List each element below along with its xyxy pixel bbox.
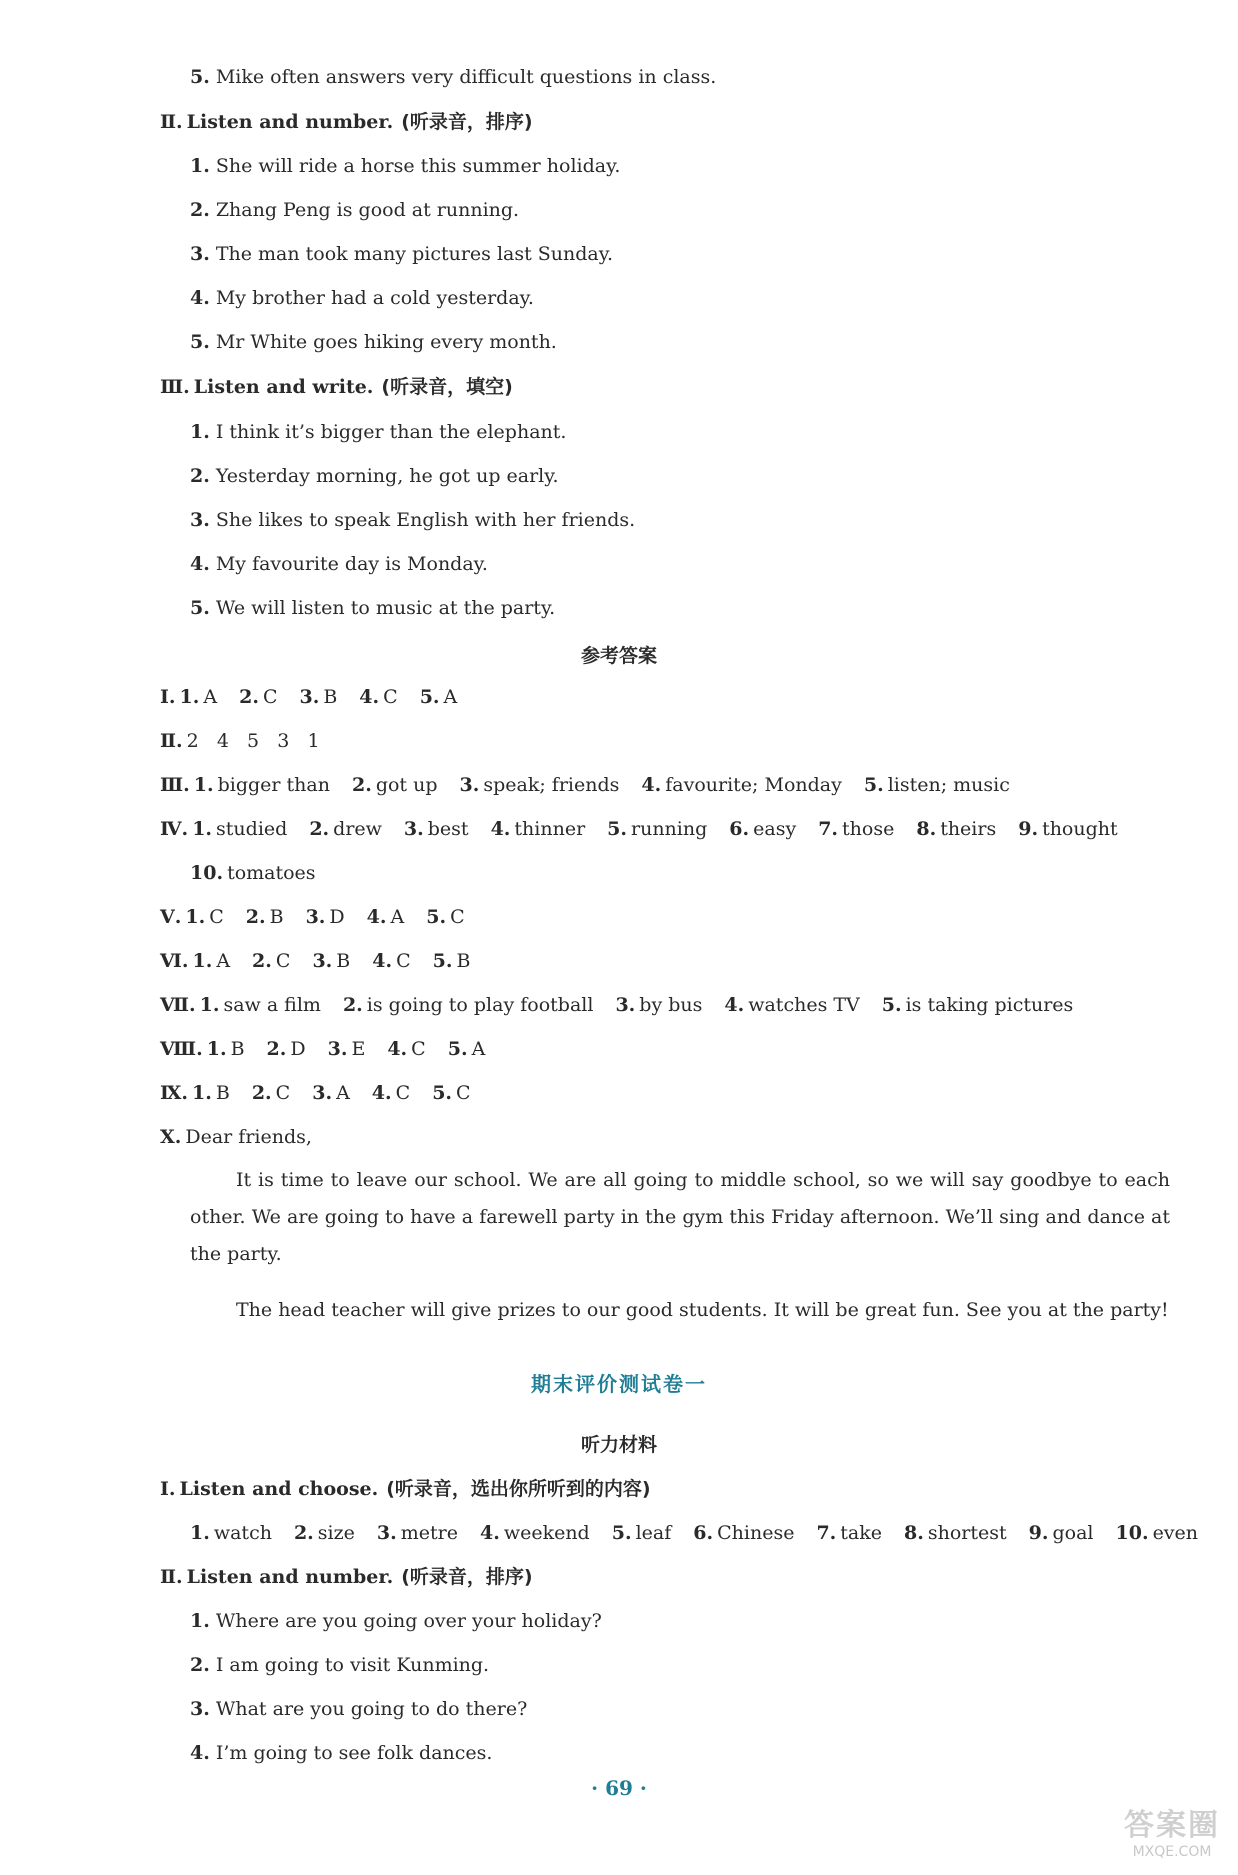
answer-number: 2. [266, 1038, 287, 1060]
answer-value: C [450, 906, 465, 928]
line-text: I think it’s bigger than the elephant. [215, 421, 567, 443]
letter-greeting: Dear friends, [185, 1126, 312, 1148]
answer-item [190, 1522, 272, 1544]
answer-item [192, 818, 287, 840]
answer-item [387, 1038, 425, 1060]
answer-item [612, 1522, 672, 1544]
line-number: 2. [190, 465, 210, 487]
answer-value: favourite; Monday [665, 774, 842, 796]
answer-row [160, 817, 1140, 841]
line-text: We will listen to music at the party. [215, 597, 556, 619]
answer-number: 3. [305, 906, 326, 928]
answer-item [1116, 1522, 1199, 1544]
line-text: Mike often answers very difficult questions in class. [215, 66, 717, 88]
answer-number: 5. [607, 818, 627, 840]
answer-number: 1. [192, 950, 213, 972]
answer-number: 6. [729, 818, 750, 840]
answer-number: 9. [1028, 1522, 1049, 1544]
answer-item [328, 1038, 366, 1060]
answer-number: 4. [387, 1038, 408, 1060]
section-heading [160, 1565, 533, 1589]
answer-row-continuation [190, 861, 338, 885]
answer-value: bigger than [217, 774, 330, 796]
answer-number: 5. [419, 686, 440, 708]
answer-number: 5. [432, 950, 453, 972]
answer-number: 8. [916, 818, 937, 840]
answer-value: C [383, 686, 398, 708]
listening-line [190, 242, 613, 266]
line-number: 5. [190, 66, 210, 88]
answer-value: watches TV [748, 994, 860, 1016]
answer-value: B [230, 1038, 245, 1060]
line-number: 3. [190, 243, 210, 265]
answer-number: 1. [192, 818, 213, 840]
answer-number: 2. [252, 950, 272, 972]
answer-number: 2. [251, 1082, 272, 1104]
listening-line [190, 1609, 602, 1633]
line-number: 5. [190, 331, 210, 353]
watermark-logo [1108, 1808, 1236, 1870]
answer-value: C [456, 1082, 471, 1104]
roman-numeral: Ⅲ. [160, 774, 190, 796]
line-number: 5. [190, 597, 210, 619]
roman-numeral: Ⅳ. [160, 818, 189, 840]
answer-value: A [216, 950, 231, 972]
answer-value: goal [1052, 1522, 1094, 1544]
line-number: 2. [190, 1654, 210, 1676]
listening-line [190, 508, 635, 532]
test-title: 期末评价测试卷一 [531, 1372, 707, 1396]
listening-line [190, 596, 555, 620]
line-text: My brother had a cold yesterday. [215, 287, 534, 309]
answer-value: is taking pictures [905, 994, 1074, 1016]
answer-number: 1. [199, 994, 220, 1016]
heading-chinese: (听录音，排序) [401, 111, 533, 133]
answer-item [372, 950, 410, 972]
heading-chinese: (听录音，填空) [381, 376, 513, 398]
heading-english: Listen and choose. [179, 1478, 379, 1500]
answer-item [432, 1082, 470, 1104]
answer-item [433, 950, 471, 972]
answer-number: 3. [312, 950, 333, 972]
answer-number: 3. [327, 1038, 348, 1060]
answer-number: 9. [1018, 818, 1039, 840]
answer-number: 10. [190, 862, 224, 884]
answer-number: 4. [366, 906, 387, 928]
answer-value: C [209, 906, 224, 928]
heading-chinese: (听录音，排序) [401, 1566, 533, 1588]
answer-row [160, 685, 479, 709]
answer-item [816, 1522, 882, 1544]
line-text: Mr White goes hiking every month. [215, 331, 557, 353]
answer-value: C [275, 1082, 291, 1104]
answer-item [352, 774, 438, 796]
answer-item [491, 818, 586, 840]
answer-number: 4. [372, 950, 393, 972]
answer-value: C [262, 686, 278, 708]
answer-number: 10. [1115, 1522, 1149, 1544]
answer-item [239, 686, 277, 708]
answer-item [916, 818, 996, 840]
page-number: · 69 · [591, 1776, 647, 1800]
answer-value: D [290, 1038, 306, 1060]
answer-number: 4. [479, 1522, 500, 1544]
answer-value: C [275, 950, 291, 972]
answer-value: listen; music [887, 774, 1010, 796]
answer-value: B [269, 906, 284, 928]
answer-number: 8. [904, 1522, 924, 1544]
answer-value: A [443, 686, 458, 708]
answer-item [190, 862, 316, 884]
answer-row [160, 1125, 312, 1149]
roman-numeral: Ⅷ. [160, 1038, 203, 1060]
answer-number: 2. [293, 1522, 314, 1544]
answer-number: 7. [818, 818, 839, 840]
answer-value: easy [753, 818, 797, 840]
answer-value: tomatoes [227, 862, 316, 884]
answer-row [160, 729, 320, 753]
answer-number: 3. [376, 1522, 397, 1544]
roman-numeral: Ⅴ. [160, 906, 182, 928]
word-list [190, 1521, 1220, 1545]
answer-item [309, 818, 382, 840]
roman-numeral: Ⅰ. [160, 686, 176, 708]
answer-value: A [203, 686, 218, 708]
answer-value: weekend [503, 1522, 590, 1544]
answer-number: 4. [490, 818, 511, 840]
heading-english: Listen and number. [186, 111, 394, 133]
line-text: She will ride a horse this summer holiday. [215, 155, 621, 177]
answer-value: studied [216, 818, 288, 840]
answer-number: 2. [309, 818, 330, 840]
answer-number: 3. [299, 686, 320, 708]
letter-paragraph: The head teacher will give prizes to our good students. It will be great fun. See you at the party! [236, 1299, 1169, 1321]
answer-value: metre [400, 1522, 458, 1544]
answer-number: 3. [403, 818, 424, 840]
answer-row [160, 1081, 493, 1105]
answer-value: shortest [927, 1522, 1007, 1544]
roman-numeral: Ⅰ. [160, 1478, 176, 1500]
line-text: Yesterday morning, he got up early. [215, 465, 559, 487]
answer-item [864, 774, 1010, 796]
answer-item [882, 994, 1074, 1016]
listening-line [190, 154, 620, 178]
answer-value: saw a film [223, 994, 321, 1016]
answer-value: E [351, 1038, 366, 1060]
answer-item [460, 774, 620, 796]
line-text: My favourite day is Monday. [215, 553, 488, 575]
answer-number: 2. [239, 686, 259, 708]
line-number: 4. [190, 287, 210, 309]
answer-value: best [427, 818, 469, 840]
heading-chinese: (听录音，选出你所听到的内容) [386, 1478, 651, 1500]
heading-english: Listen and number. [186, 1566, 394, 1588]
answer-number: 2. [342, 994, 363, 1016]
listening-material-heading: 听力材料 [580, 1434, 657, 1456]
answer-number: 3. [615, 994, 636, 1016]
answer-text: 2 4 5 3 1 [186, 730, 320, 752]
listening-line [190, 330, 557, 354]
answer-item [252, 950, 290, 972]
line-number: 1. [190, 1610, 210, 1632]
answer-item [904, 1522, 1007, 1544]
listening-line [190, 552, 488, 576]
answer-item [693, 1522, 794, 1544]
answer-number: 5. [426, 906, 447, 928]
answer-item [299, 686, 337, 708]
answer-number: 1. [179, 686, 200, 708]
answer-number: 4. [641, 774, 662, 796]
answer-row [160, 949, 492, 973]
answer-value: is going to play football [366, 994, 594, 1016]
answer-item [426, 906, 464, 928]
answer-item [185, 906, 223, 928]
answer-item [641, 774, 841, 796]
answer-item [1018, 818, 1117, 840]
answer-value: drew [333, 818, 382, 840]
answer-number: 3. [459, 774, 480, 796]
answer-number: 1. [193, 774, 214, 796]
answers-heading: 参考答案 [580, 645, 657, 667]
listening-line [190, 286, 534, 310]
line-text: The man took many pictures last Sunday. [215, 243, 614, 265]
answer-row [160, 905, 487, 929]
answer-item [1029, 1522, 1094, 1544]
answer-item [312, 1082, 350, 1104]
answer-item [306, 906, 345, 928]
answer-value: leaf [635, 1522, 672, 1544]
answer-number: 4. [724, 994, 745, 1016]
answer-item [180, 686, 218, 708]
answer-row [160, 1037, 507, 1061]
answer-value: even [1152, 1522, 1199, 1544]
answer-number: 2. [245, 906, 266, 928]
line-text: I’m going to see folk dances. [215, 1742, 493, 1764]
answer-number: 5. [447, 1038, 468, 1060]
answer-number: 6. [693, 1522, 714, 1544]
answer-number: 4. [371, 1082, 392, 1104]
answer-item [294, 1522, 355, 1544]
line-number: 1. [190, 155, 210, 177]
heading-english: Listen and write. [193, 376, 374, 398]
answer-item [343, 994, 593, 1016]
answer-value: take [840, 1522, 883, 1544]
answer-value: B [215, 1082, 230, 1104]
roman-numeral: Ⅲ. [160, 376, 190, 398]
answer-value: running [631, 818, 708, 840]
answer-item [267, 1038, 306, 1060]
line-number: 3. [190, 1698, 210, 1720]
letter-paragraph: It is time to leave our school. We are all going to middle school, so we will say goodbye to each other. We are going to have a farewell party in the gym this Friday afternoon. We’ll sing and dance at the party. [190, 1169, 1170, 1265]
answer-item [480, 1522, 590, 1544]
answer-item [192, 1082, 230, 1104]
answer-value: D [329, 906, 345, 928]
answer-number: 1. [190, 1522, 210, 1544]
answer-value: speak; friends [483, 774, 620, 796]
answer-value: by bus [639, 994, 703, 1016]
answer-number: 2. [351, 774, 372, 796]
answer-number: 5. [611, 1522, 632, 1544]
answer-value: C [411, 1038, 426, 1060]
answer-value: theirs [940, 818, 997, 840]
answer-row [160, 993, 1095, 1017]
line-text: Zhang Peng is good at running. [215, 199, 520, 221]
section-heading [160, 1477, 651, 1501]
answer-value: C [396, 950, 411, 972]
roman-numeral: Ⅱ. [160, 730, 183, 752]
answer-value: got up [375, 774, 438, 796]
answer-number: 5. [432, 1082, 453, 1104]
line-text: What are you going to do there? [215, 1698, 528, 1720]
answer-value: C [395, 1082, 411, 1104]
line-text: She likes to speak English with her friends. [215, 509, 636, 531]
answer-item [194, 774, 330, 796]
roman-numeral: Ⅶ. [160, 994, 196, 1016]
answer-number: 5. [881, 994, 902, 1016]
answer-number: 3. [312, 1082, 333, 1104]
answer-item [246, 906, 284, 928]
answer-item [404, 818, 469, 840]
answer-value: B [323, 686, 338, 708]
line-number: 1. [190, 421, 210, 443]
line-number: 2. [190, 199, 210, 221]
answer-item [207, 1038, 245, 1060]
roman-numeral: Ⅱ. [160, 111, 183, 133]
answer-value: thought [1042, 818, 1118, 840]
listening-line [190, 198, 519, 222]
answer-value: thinner [514, 818, 586, 840]
answer-number: 1. [192, 1082, 212, 1104]
answer-item [359, 686, 397, 708]
section-heading [160, 110, 533, 134]
line-text: I am going to visit Kunming. [215, 1654, 490, 1676]
answer-item [420, 686, 458, 708]
answer-item [377, 1522, 458, 1544]
listening-line [190, 1741, 492, 1765]
roman-numeral: Ⅵ. [160, 950, 189, 972]
answer-value: size [317, 1522, 355, 1544]
line-number: 4. [190, 553, 210, 575]
answer-item [607, 818, 707, 840]
listening-line [190, 464, 559, 488]
answer-item [615, 994, 702, 1016]
answer-value: B [336, 950, 351, 972]
answer-number: 7. [816, 1522, 837, 1544]
answer-value: A [336, 1082, 350, 1104]
answer-number: 1. [206, 1038, 227, 1060]
answer-item [252, 1082, 290, 1104]
listening-line [190, 65, 716, 89]
line-number: 3. [190, 509, 210, 531]
listening-line [190, 1653, 489, 1677]
answer-item [192, 950, 230, 972]
answer-item [372, 1082, 410, 1104]
watermark-logo-text: 答案圈 [1124, 1808, 1220, 1843]
answer-value: Chinese [717, 1522, 795, 1544]
answer-item [200, 994, 321, 1016]
answer-row [160, 773, 1032, 797]
answer-item [818, 818, 894, 840]
answer-value: B [456, 950, 471, 972]
answer-item [312, 950, 350, 972]
answer-item [448, 1038, 486, 1060]
answer-number: 4. [359, 686, 380, 708]
answer-number: 5. [863, 774, 884, 796]
section-heading [160, 375, 513, 399]
answer-value: A [390, 906, 405, 928]
listening-line [190, 1697, 527, 1721]
answer-number: 1. [185, 906, 206, 928]
answer-item [724, 994, 859, 1016]
watermark-url: MXQE.COM [1132, 1844, 1212, 1860]
roman-numeral: Ⅱ. [160, 1566, 183, 1588]
answer-value: those [842, 818, 895, 840]
answer-value: watch [213, 1522, 272, 1544]
answer-item [367, 906, 405, 928]
answer-value: A [471, 1038, 486, 1060]
line-number: 4. [190, 1742, 210, 1764]
roman-numeral: Ⅸ. [160, 1082, 189, 1104]
answer-item [729, 818, 796, 840]
listening-line [190, 420, 566, 444]
line-text: Where are you going over your holiday? [215, 1610, 602, 1632]
roman-numeral: Ⅹ. [160, 1126, 182, 1148]
